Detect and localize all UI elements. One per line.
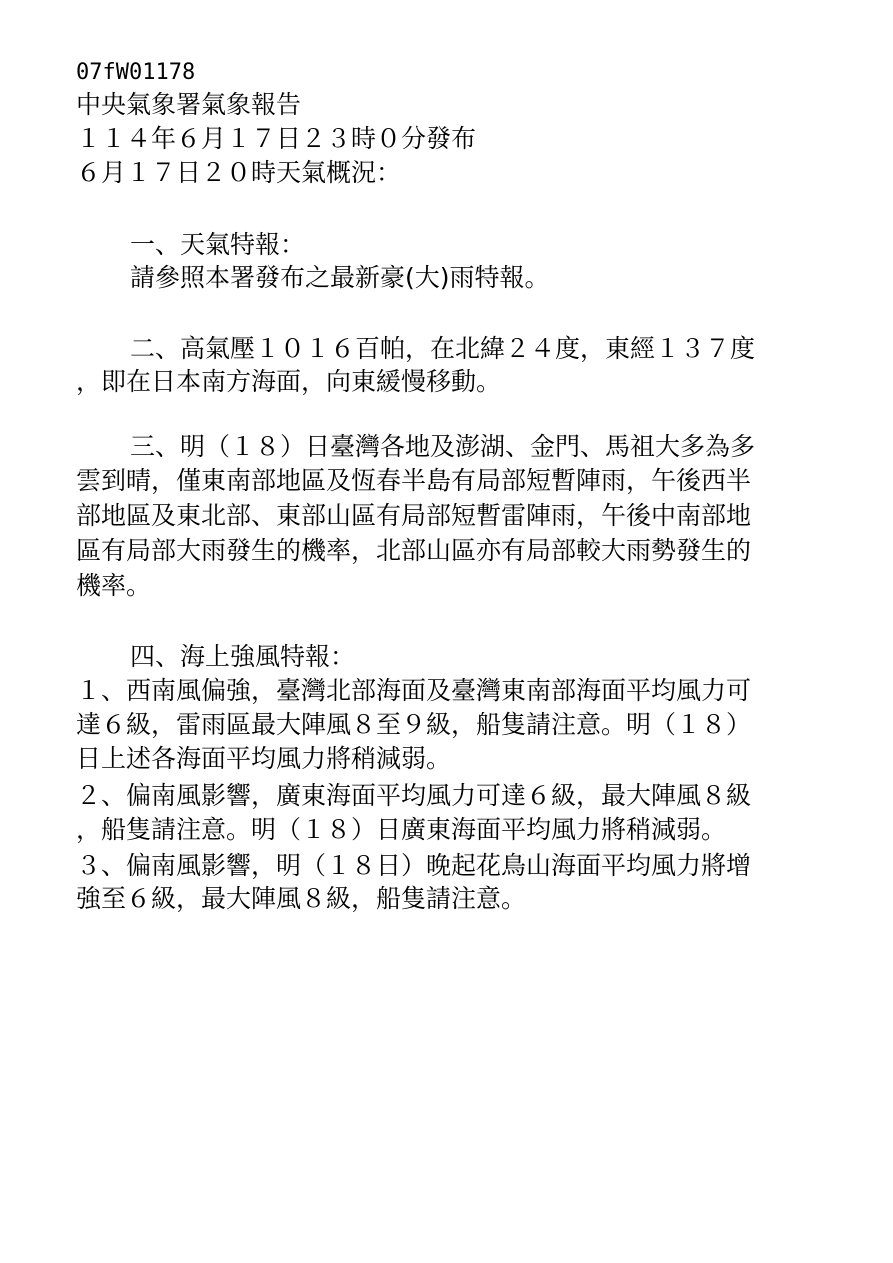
section-3-line: 機率。 [76, 571, 152, 600]
section-3-line: 部地區及東北部、東部山區有局部短暫雷陣雨，午後中南部地 [76, 501, 752, 530]
section-2-line: ，即在日本南方海面，向東緩慢移動。 [76, 367, 502, 396]
agency-title: 中央氣象署氣象報告 [76, 90, 302, 119]
section-3-line: 三、明（１８）日臺灣各地及澎湖、金門、馬祖大多為多 [130, 432, 756, 461]
section-4-item-1-line: １、西南風偏強，臺灣北部海面及臺灣東南部海面平均風力可 [76, 676, 752, 705]
section-1-line: 請參照本署發布之最新豪(大)雨特報。 [130, 263, 550, 292]
section-4-item-2-line: ２、偏南風影響，廣東海面平均風力可達６級，最大陣風８級 [76, 781, 752, 810]
document-id: 07fW01178 [76, 60, 196, 85]
section-4-item-3-line: ３、偏南風影響，明（１８日）晚起花鳥山海面平均風力將增 [76, 851, 752, 880]
overview-heading: ６月１７日２０時天氣概況： [76, 158, 402, 187]
section-4-item-2-line: ，船隻請注意。明（１８）日廣東海面平均風力將稍減弱。 [76, 815, 727, 844]
section-4-heading: 四、海上強風特報： [130, 642, 356, 671]
section-3-line: 區有局部大雨發生的機率，北部山區亦有局部較大雨勢發生的 [76, 536, 752, 565]
section-2-line: 二、高氣壓１０１６百帕，在北緯２４度，東經１３７度 [130, 334, 756, 363]
section-4-item-3-line: 強至６級，最大陣風８級，船隻請注意。 [76, 884, 527, 913]
issued-time: １１４年６月１７日２３時０分發布 [76, 124, 477, 153]
section-1-heading: 一、天氣特報： [130, 230, 306, 259]
section-4-item-1-line: 日上述各海面平均風力將稍減弱。 [76, 744, 452, 773]
section-4-item-1-line: 達６級，雷雨區最大陣風８至９級，船隻請注意。明（１８） [76, 710, 752, 739]
section-3-line: 雲到晴，僅東南部地區及恆春半島有局部短暫陣雨，午後西半 [76, 466, 752, 495]
